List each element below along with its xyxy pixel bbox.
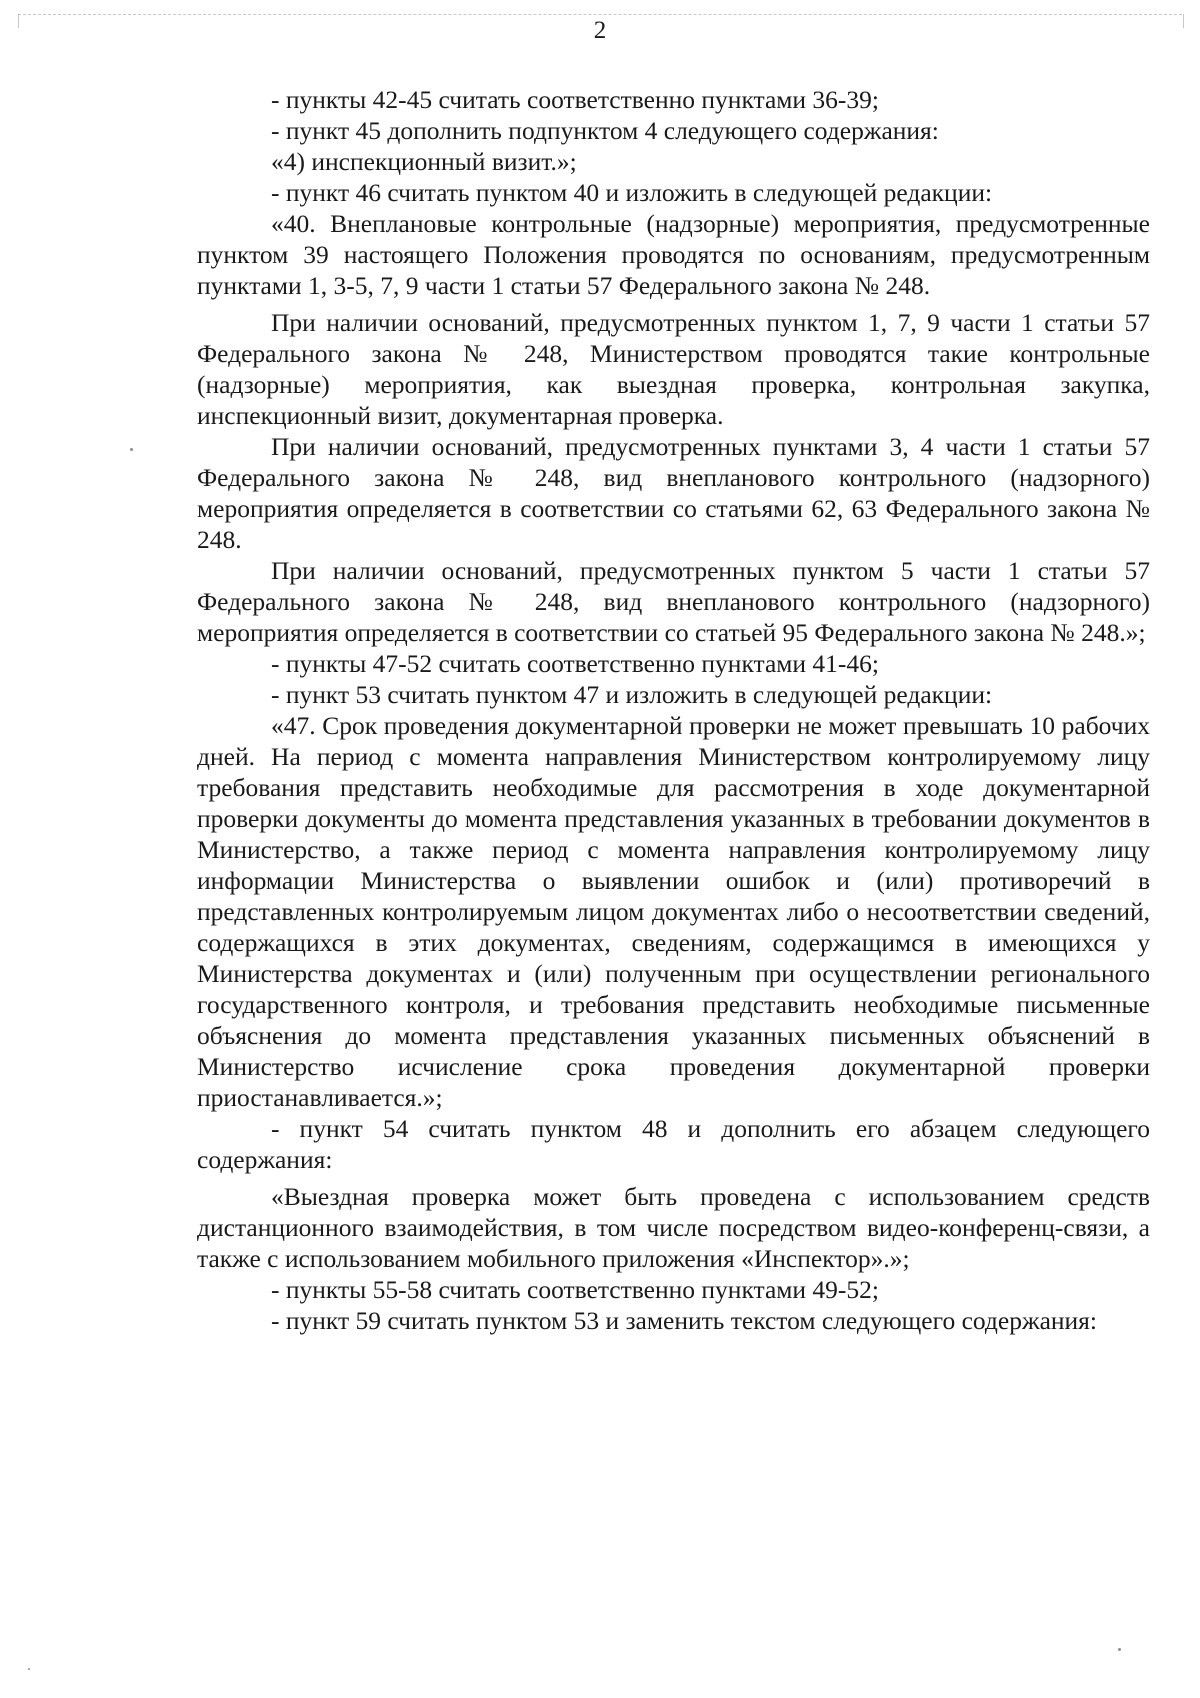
paragraph: «40. Внеплановые контрольные (надзорные) мероприятия, предусмотренные пунктом 39 настоящего Положения проводятся по основаниям, предусмотренным пунктами 1, 3-5, 7, 9 части 1 статьи 57 Федерального закона № 248. [197,209,1150,300]
scan-edge-top [18,14,1182,15]
paragraph: «47. Срок проведения документарной проверки не может превышать 10 рабочих дней. На период с момента направления Министерством контролируемому лицу требования представить необходимые для рассмотрения в ходе документарной проверки документы до момента представления указанных в требовании документов в Министерство, а также период с момента направления контролируемому лицу информации Министерства о выявлении ошибок и (или) противоречий в представленных контролируемым лицом документах либо о несоответствии сведений, содержащихся в этих документах, сведениям, содержащимся в имеющихся у Министерства документах и (или) полученным при осуществлении регионального государственного контроля, и требования представить необходимые письменные объяснения до момента представления указанных письменных объяснений в Министерство исчисление срока проведения документарной проверки приостанавливается.»; [197,711,1150,1112]
paragraph: «Выездная проверка может быть проведена с использованием средств дистанционного взаимодействия, в том числе посредством видео-конференц-связи, а также с использованием мобильного приложения «Инспектор».»; [197,1182,1150,1273]
paragraph: - пункт 45 дополнить подпунктом 4 следующего содержания: [271,116,939,145]
paragraph: - пункт 53 считать пунктом 47 и изложить в следующей редакции: [271,680,993,709]
scan-speck [130,448,133,451]
paragraph: - пункт 54 считать пунктом 48 и дополнить его абзацем следующего содержания: [197,1114,1150,1174]
paragraph: - пункты 42-45 считать соответственно пунктами 36-39; [271,85,880,114]
document-body [197,84,1150,1336]
paragraph: - пункт 59 считать пунктом 53 и заменить текстом следующего содержания: [271,1306,1097,1335]
page-number: 2 [593,17,607,44]
paragraph: - пункт 46 считать пунктом 40 и изложить в следующей редакции: [271,178,993,207]
paragraph: При наличии оснований, предусмотренных пунктом 5 части 1 статьи 57 Федерального закона № 248, вид внепланового контрольного (надзорного) мероприятия определяется в соответствии со статьей 95 Федерального закона № 248.»; [197,556,1150,647]
scan-speck [28,1668,30,1670]
paragraph: - пункты 47-52 считать соответственно пунктами 41-46; [271,649,880,678]
paragraph: - пункты 55-58 считать соответственно пунктами 49-52; [271,1275,880,1304]
paragraph: При наличии оснований, предусмотренных пунктами 3, 4 части 1 статьи 57 Федерального закона № 248, вид внепланового контрольного (надзорного) мероприятия определяется в соответствии со статьями 62, 63 Федерального закона № 248. [197,432,1150,554]
paragraph: При наличии оснований, предусмотренных пунктом 1, 7, 9 части 1 статьи 57 Федерального закона № 248, Министерством проводятся такие контрольные (надзорные) мероприятия, как выездная проверка, контрольная закупка, инспекционный визит, документарная проверка. [197,308,1150,430]
paragraph: «4) инспекционный визит.»; [271,147,577,176]
scan-speck [1118,1648,1121,1651]
